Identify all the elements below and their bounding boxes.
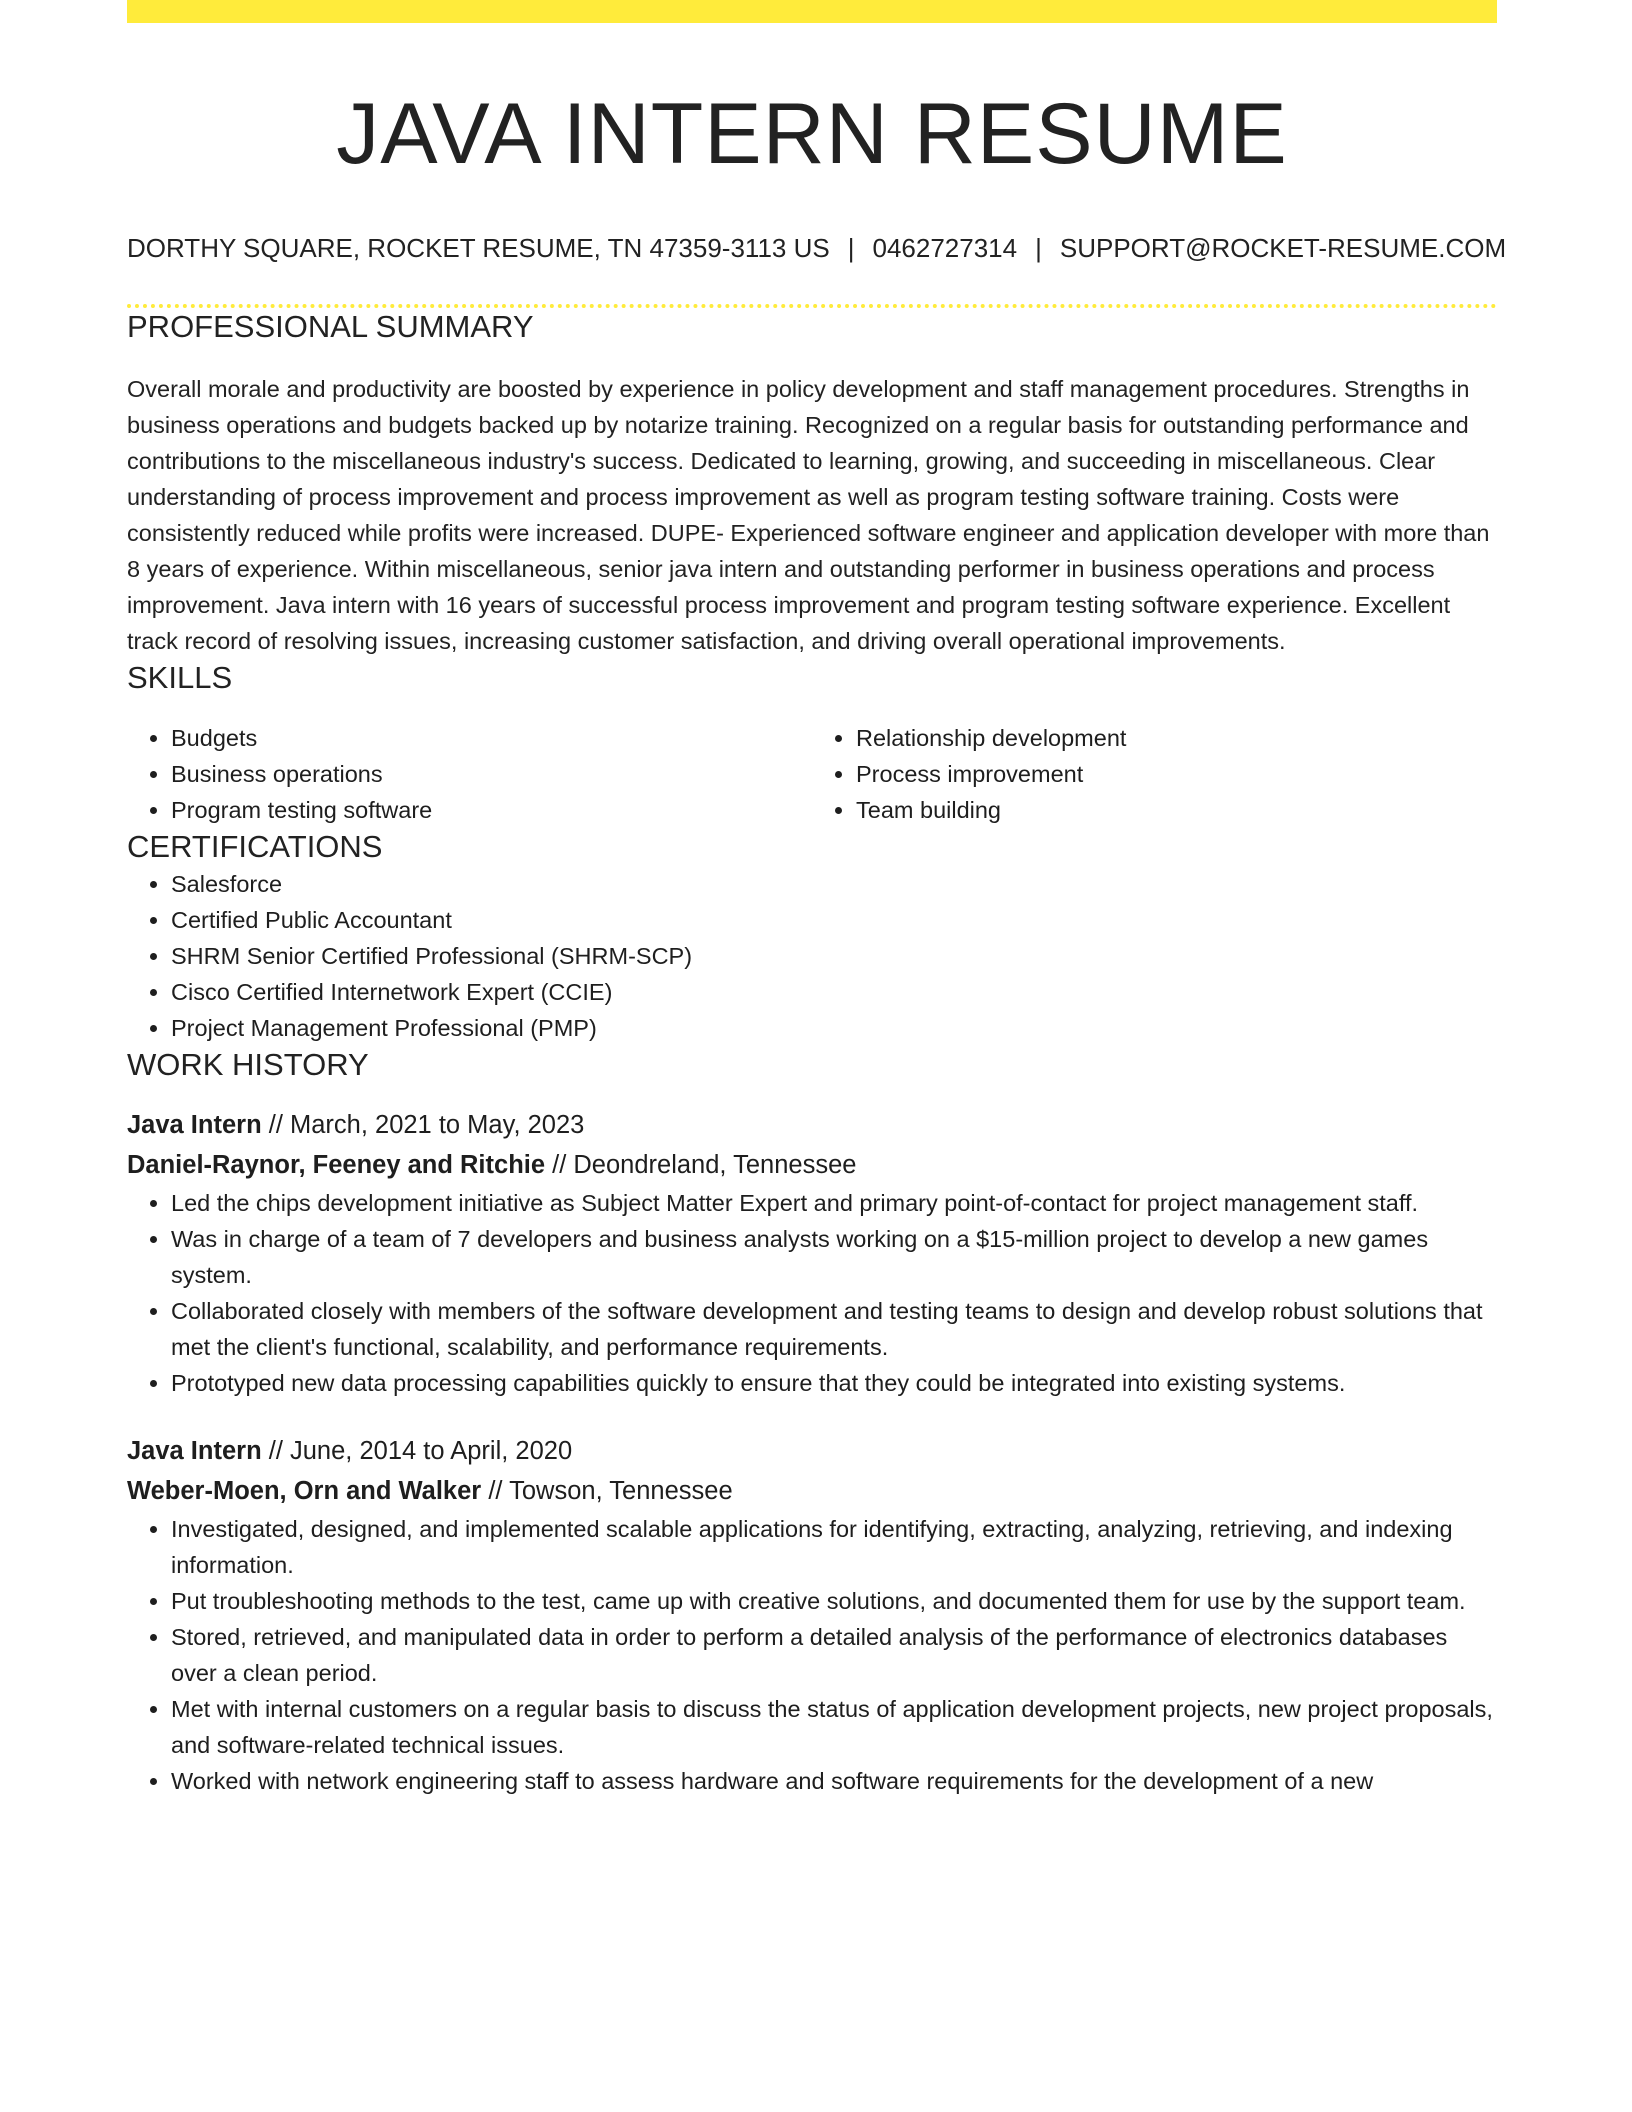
- job-bullet: • Led the chips development initiative as Subject Matter Expert and primary point-of-contact for project management staff.: [171, 1185, 1497, 1221]
- job-title: Java Intern: [127, 1110, 262, 1139]
- job-bullet: • Collaborated closely with members of the software development and testing teams to design and develop robust solutions that met the client's functional, scalability, and performance requirements.: [171, 1293, 1497, 1365]
- work-history-heading: WORK HISTORY: [127, 1046, 369, 1082]
- contact-line: [127, 232, 1507, 266]
- contact-separator: |: [1035, 233, 1042, 264]
- skill-item: • Budgets: [171, 720, 812, 756]
- job-bullet: • Met with internal customers on a regular basis to discuss the status of application development projects, new project proposals, and software-related technical issues.: [171, 1691, 1497, 1763]
- job-entry: [127, 1431, 1497, 1511]
- certification-item: • Project Management Professional (PMP): [171, 1010, 1497, 1046]
- skill-item: • Team building: [856, 792, 1497, 828]
- job-company-line: [127, 1145, 1497, 1185]
- certification-item: • Cisco Certified Internetwork Expert (CCIE): [171, 974, 1497, 1010]
- skill-item: • Relationship development: [856, 720, 1497, 756]
- skills-columns: [127, 720, 1497, 828]
- job-company-line: [127, 1471, 1497, 1511]
- job-bullet: • Stored, retrieved, and manipulated data in order to perform a detailed analysis of the performance of electronics databases over a clean period.: [171, 1619, 1497, 1691]
- certification-item: • Certified Public Accountant: [171, 902, 1497, 938]
- resume-page: [127, 0, 1507, 1799]
- job-company: Weber-Moen, Orn and Walker: [127, 1476, 482, 1505]
- skill-item: • Business operations: [171, 756, 812, 792]
- skills-left-list: [127, 720, 812, 828]
- contact-separator: |: [847, 233, 855, 264]
- job-title: Java Intern: [127, 1436, 262, 1465]
- job-bullet: • Investigated, designed, and implemented scalable applications for identifying, extracting, analyzing, retrieving, and indexing information.: [171, 1511, 1497, 1583]
- accent-top-bar: [127, 0, 1497, 23]
- skill-item: • Program testing software: [171, 792, 812, 828]
- job-location: // Towson, Tennessee: [481, 1476, 733, 1505]
- job-bullet: • Prototyped new data processing capabilities quickly to ensure that they could be integrated into existing systems.: [171, 1365, 1497, 1401]
- skill-item: • Process improvement: [856, 756, 1497, 792]
- resume-title: JAVA INTERN RESUME: [336, 86, 1288, 182]
- summary-text: Overall morale and productivity are boosted by experience in policy development and staff management procedures. Strengths in business operations and budgets backed up by notarize training. Recognized on a regular basis for outstanding performance and contributions to the miscellaneous industry's success. Dedicated to learning, growing, and succeeding in miscellaneous. Clear understanding of process improvement and process improvement as well as program testing software training. Costs were consistently reduced while profits were increased. DUPE- Experienced software engineer and application developer with more than 8 years of experience. Within miscellaneous, senior java intern and outstanding performer in business operations and process improvement. Java intern with 16 years of successful process improvement and program testing software experience. Excellent track record of resolving issues, increasing customer satisfaction, and driving overall operational improvements.: [127, 376, 1490, 655]
- summary-heading: PROFESSIONAL SUMMARY: [127, 308, 534, 344]
- certification-item: • SHRM Senior Certified Professional (SHRM-SCP): [171, 938, 1497, 974]
- job-bullet: • Worked with network engineering staff to assess hardware and software requirements for the development of a new: [171, 1763, 1497, 1799]
- skills-right-list: [812, 720, 1497, 828]
- job-entry: [127, 1105, 1497, 1185]
- job-company: Daniel-Raynor, Feeney and Ritchie: [127, 1150, 546, 1179]
- contact-phone: 0462727314: [872, 233, 1018, 264]
- certifications-list: [127, 866, 1497, 1046]
- contact-email: SUPPORT@ROCKET-RESUME.COM: [1059, 233, 1507, 264]
- job-dates: // March, 2021 to May, 2023: [261, 1110, 585, 1139]
- job-bullet: • Put troubleshooting methods to the test, came up with creative solutions, and documented them for use by the support team.: [171, 1583, 1497, 1619]
- job-dates: // June, 2014 to April, 2020: [261, 1436, 573, 1465]
- skills-heading: SKILLS: [127, 660, 233, 696]
- job-bullet: • Was in charge of a team of 7 developers and business analysts working on a $15-million project to develop a new games system.: [171, 1221, 1497, 1293]
- contact-address: DORTHY SQUARE, ROCKET RESUME, TN 47359-3113 US: [127, 233, 830, 264]
- job-location: // Deondreland, Tennessee: [545, 1150, 857, 1179]
- certifications-heading: CERTIFICATIONS: [127, 829, 383, 865]
- job-bullets: [127, 1511, 1497, 1799]
- job-title-line: [127, 1431, 1497, 1471]
- job-title-line: [127, 1105, 1497, 1145]
- certification-item: • Salesforce: [171, 866, 1497, 902]
- job-bullets: [127, 1185, 1497, 1401]
